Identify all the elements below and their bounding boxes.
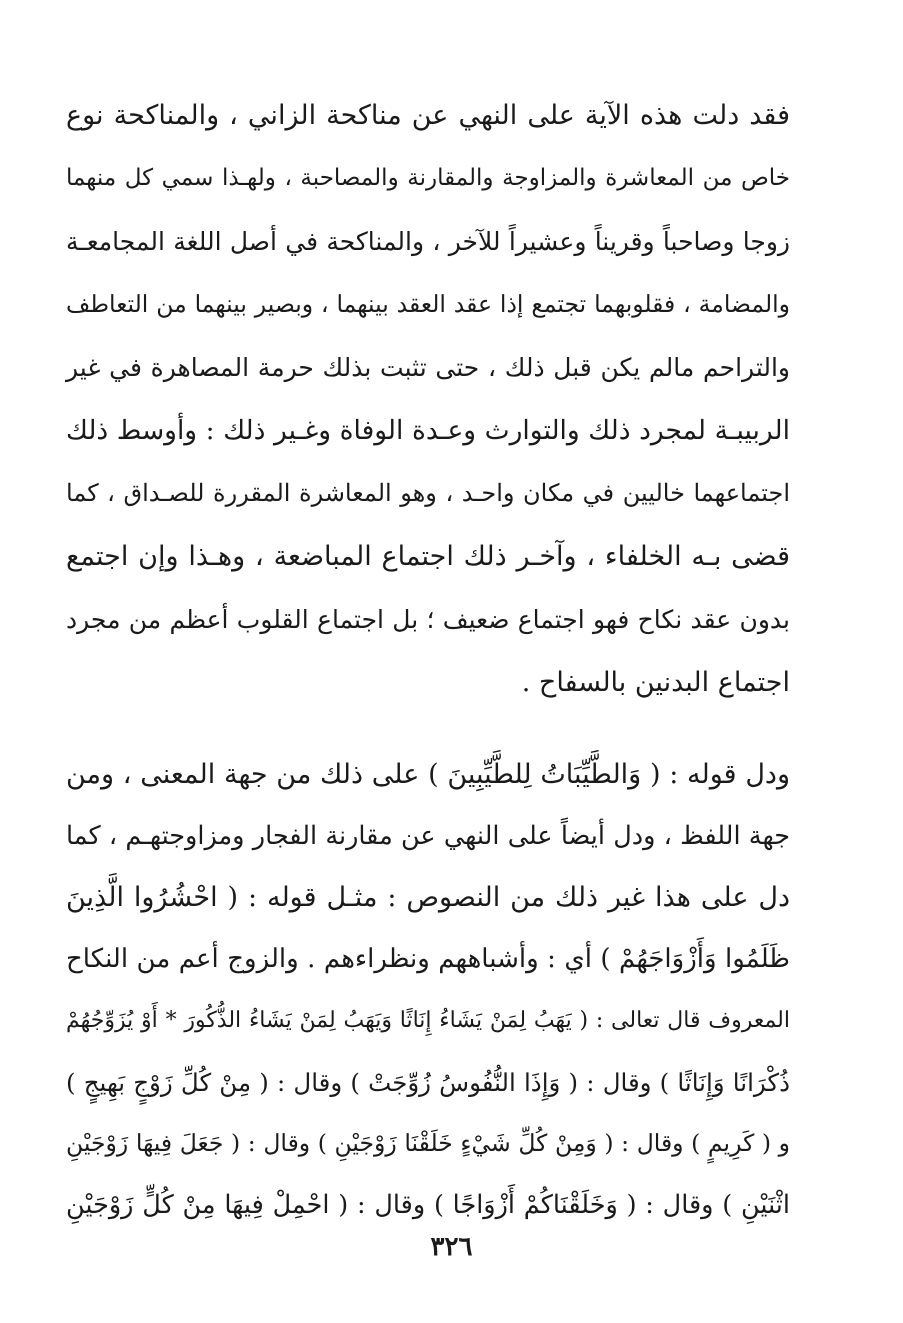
text-line: خاص من المعاشرة والمزاوجة والمقارنة والمصاحبة ، ولهـذا سمي كل منهما xyxy=(66,165,790,191)
text-line: ظَلَمُوا وَأَزْوَاجَهُمْ ) أي : وأشباههم ونظراءهم . والزوج أعم من النكاح xyxy=(66,943,790,974)
text-line: المعروف قال تعالى : ( يَهَبُ لِمَنْ يَشَاءُ إِنَاثًا وَيَهَبُ لِمَنْ يَشَاءُ الذُّكُورَ * أَوْ يُزَوِّجُهُمْ xyxy=(66,1008,790,1033)
page-number: ٣٢٦ xyxy=(430,1232,473,1262)
text-line: و ( كَرِيمٍ ) وقال : ( وَمِنْ كُلِّ شَيْءٍ خَلَقْنَا زَوْجَيْنِ ) وقال : ( جَعَلَ فِيهَا زَوْجَيْنِ xyxy=(66,1129,790,1157)
text-line: اثْنَيْنِ ) وقال : ( وَخَلَقْنَاكُمْ أَزْوَاجًا ) وقال : ( احْمِلْ فِيهَا مِنْ كُلٍّ زَوْجَيْنِ xyxy=(66,1189,790,1220)
text-line: اجتماعهما خاليين في مكان واحـد ، وهو المعاشرة المقررة للصـداق ، كما xyxy=(66,479,790,507)
text-line: ذُكْرَانًا وَإِنَاثًا ) وقال : ( وَإِذَا النُّفُوسُ زُوِّجَتْ ) وقال : ( مِنْ كُلِّ زَوْجٍ بَهِيجٍ ) xyxy=(66,1067,790,1097)
text-line: دل على هذا غير ذلك من النصوص : مثـل قوله : ( احْشُرُوا الَّذِينَ xyxy=(66,882,790,913)
text-line: ودل قوله : ( وَالطَّيِّبَاتُ لِلطَّيِّبِينَ ) على ذلك من جهة المعنى ، ومن xyxy=(66,759,790,790)
text-line: فقد دلت هذه الآية على النهي عن مناكحة الزاني ، والمناكحة نوع xyxy=(66,100,790,131)
text-line: جهة اللفظ ، ودل أيضاً على النهي عن مقارنة الفجار ومزاوجتهـم ، كما xyxy=(66,820,790,851)
paragraph-main xyxy=(66,84,790,714)
text-line: الربيبـة لمجرد ذلك والتوارث وعـدة الوفاة وغـير ذلك : وأوسط ذلك xyxy=(66,415,790,446)
paragraph-quran-citations xyxy=(66,744,790,1236)
text-line: والتراحم مالم يكن قبل ذلك ، حتى تثبت بذلك حرمة المصاهرة في غير xyxy=(66,353,790,382)
text-line: والمضامة ، فقلوبهما تجتمع إذا عقد العقد بينهما ، وبصير بينهما من التعاطف xyxy=(66,290,790,318)
text-line: زوجا وصاحباً وقريناً وعشيراً للآخر ، والمناكحة في أصل اللغة المجامعـة xyxy=(66,227,790,256)
text-line: بدون عقد نكاح فهو اجتماع ضعيف ؛ بل اجتماع القلوب أعظم من مجرد xyxy=(66,605,790,634)
text-line: اجتماع البدنين بالسفاح . xyxy=(521,667,790,698)
text-line: قضى بـه الخلفاء ، وآخـر ذلك اجتماع المباضعة ، وهـذا وإن اجتمع xyxy=(66,541,790,572)
